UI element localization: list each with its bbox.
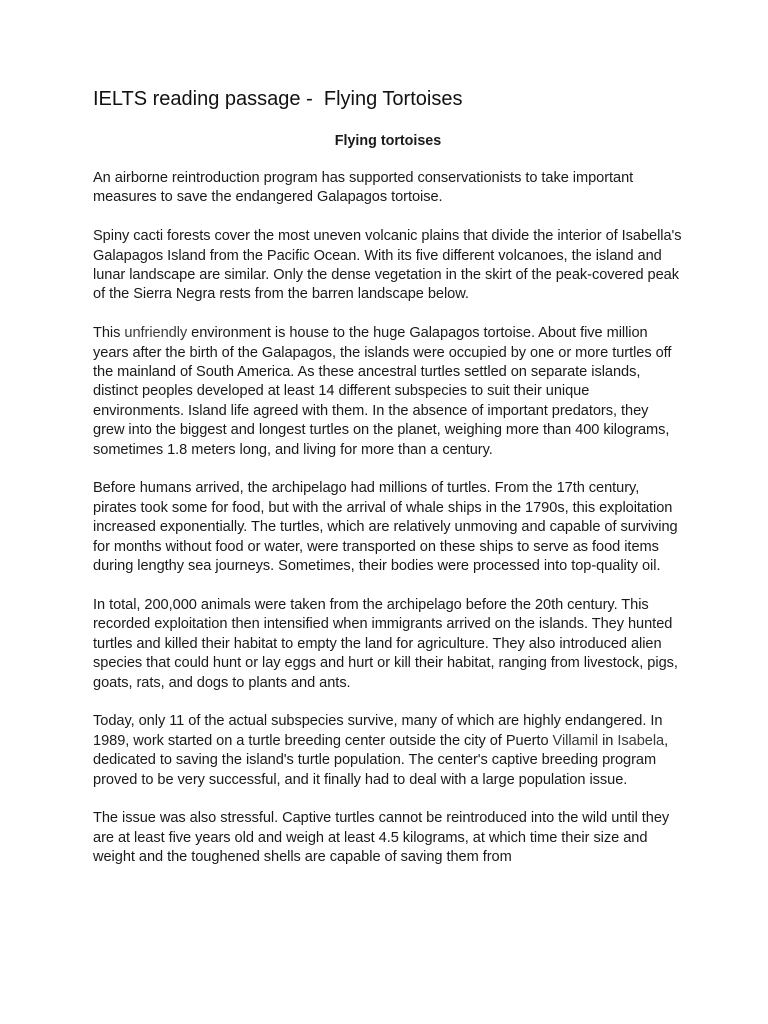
document-page [93, 86, 683, 887]
passage-subtitle: Flying tortoises [334, 133, 442, 149]
paragraph-text: This [93, 325, 125, 342]
paragraph-text: Today, only 11 of the actual subspecies survive, many of which are highly endangered. In 1989, work started on a turtle breeding center outside the city of Puerto [93, 713, 663, 749]
paragraph-text: The issue was also stressful. Captive turtles cannot be reintroduced into the wild until they are at least five years old and weigh at least 4.5 kilograms, at which time their size and weight and the toughened shells are capable of saving them from [93, 810, 670, 866]
paragraph-7 [93, 809, 683, 867]
paragraph-1 [93, 169, 683, 208]
paragraph-text: In total, 200,000 animals were taken from the archipelago before the 20th century. This recorded exploitation then intensified when immigrants arrived on the islands. They hunted turtles and killed their habitat to empty the land for agriculture. They also introduced alien species that could hunt or lay eggs and hurt or kill their habitat, ranging from livestock, pigs, goats, rats, and dogs to plants and ants. [93, 596, 678, 691]
paragraph-text: Before humans arrived, the archipelago had millions of turtles. From the 17th century, pirates took some for food, but with the arrival of whale ships in the 1790s, this exploitation increased exponentially. The turtles, which are relatively unmoving and capable of surviving for months without food or water, were transported on these ships to serve as food items during lengthy sea journeys. Sometimes, their bodies were processed into top-quality oil. [93, 480, 678, 575]
paragraph-text: , dedicated to saving the island's turtle population. The center's captive breeding program proved to be very successful, and it finally had to deal with a large population issue. [93, 732, 669, 788]
highlighted-word-isabela: Isabela [617, 732, 665, 749]
paragraph-3 [93, 324, 683, 460]
paragraph-4 [93, 479, 683, 576]
paragraph-text: in [598, 732, 618, 749]
paragraph-2 [93, 227, 683, 305]
paragraph-text: An airborne reintroduction program has supported conservationists to take important measures to save the endangered Galapagos tortoise. [93, 170, 634, 206]
highlighted-word-villamil: Villamil [552, 732, 599, 749]
paragraph-text: environment is house to the huge Galapagos tortoise. About five million years after the birth of the Galapagos, the islands were occupied by one or more turtles off the mainland of South America. As these ancestral turtles settled on separate islands, distinct peoples developed at least 14 different subspecies to suit their unique environments. Island life agreed with them. In the absence of important predators, they grew into the biggest and longest turtles on the planet, weighing more than 400 kilograms, sometimes 1.8 meters long, and living for more than a century. [93, 325, 672, 458]
document-title: IELTS reading passage - Flying Tortoises [93, 88, 463, 110]
paragraph-text: Spiny cacti forests cover the most uneven volcanic plains that divide the interior of Isabella's Galapagos Island from the Pacific Ocean. With its five different volcanoes, the island and lunar landscape are similar. Only the dense vegetation in the skirt of the peak-covered peak of the Sierra Negra rests from the barren landscape below. [93, 228, 682, 303]
paragraph-6 [93, 712, 683, 790]
highlighted-word-unfriendly: unfriendly [124, 325, 188, 342]
paragraph-5 [93, 596, 683, 693]
